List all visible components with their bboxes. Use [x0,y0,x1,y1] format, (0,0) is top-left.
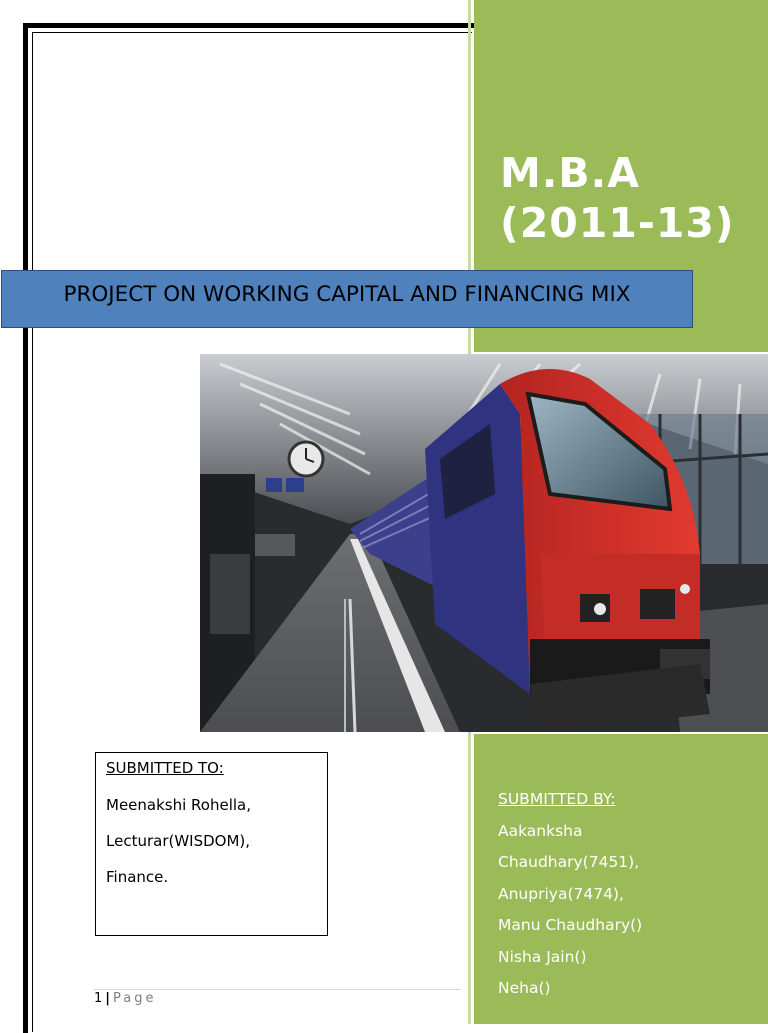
program-title [500,148,735,248]
page-number: 1 [94,991,103,1006]
submitted-by-line: Nisha Jain() [498,947,587,966]
submitted-to-position: Lecturar(WISDOM), [106,832,251,850]
project-title-banner [1,270,693,328]
submitted-by-heading: SUBMITTED BY: [498,790,616,808]
train-illustration [200,354,768,732]
submitted-to-box [95,752,328,936]
submitted-by-line: Manu Chaudhary() [498,916,643,934]
program-years: (2011-13) [500,199,735,247]
program-name: M.B.A [500,149,640,197]
submitted-by-line: Aakanksha [498,821,583,840]
submitted-by-line: Chaudhary(7451), [498,853,640,871]
project-title: PROJECT ON WORKING CAPITAL AND FINANCING MIX [63,282,631,307]
submitted-to-department: Finance. [106,868,169,886]
submitted-to-name: Meenakshi Rohella, [106,796,251,814]
page-label: Page [113,991,157,1006]
submitted-to-heading: SUBMITTED TO: [106,759,224,777]
train-station-photo [200,354,768,732]
submitted-by-line: Anupriya(7474), [498,884,624,903]
page-separator: | [105,991,111,1006]
submitted-by-line: Neha() [498,979,551,997]
page-footer [94,991,157,1006]
footer-divider [94,989,461,990]
submitted-by-section [498,784,642,1005]
